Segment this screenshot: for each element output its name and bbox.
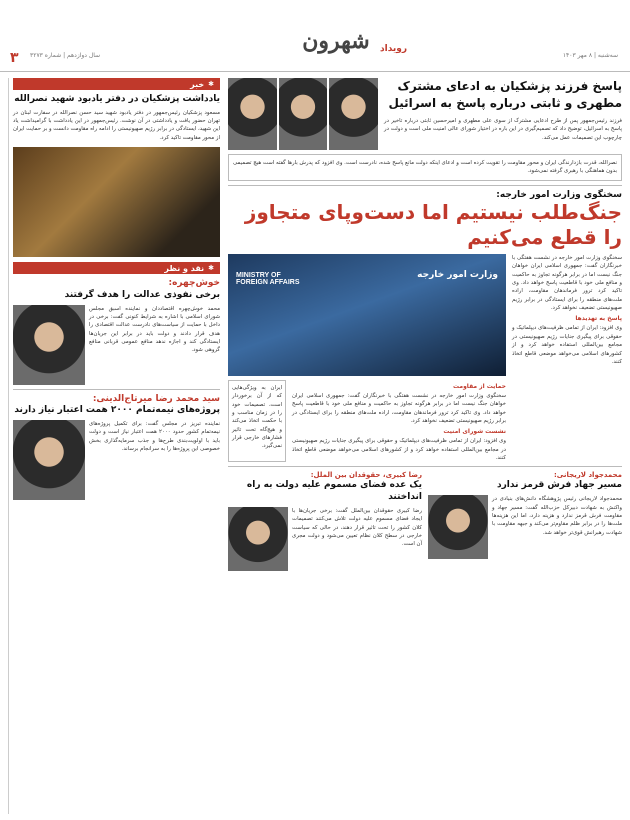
bottom2-body: رضا کبیری حقوقدان بین‌الملل گفت: برخی جریان‌ها با ایجاد فضای مسموم علیه دولت تلاش می‌کنند تصمیمات کلان کشور را تحت تاثیر قرار دهند، در حالی که سیاست خارجی در سطح کلان نظام تعیین می‌شود و دولت مجری آن است. [292, 507, 422, 548]
main-column [228, 78, 622, 814]
podium-sign-fa: وزارت امور خارجه [417, 269, 498, 280]
fm-subhead-3: نشست شورای امنیت [443, 428, 506, 436]
bottom1-headline: مسیر جهاد فرش قرمز ندارد [497, 480, 622, 491]
lead-photo-3 [228, 78, 277, 150]
fm-body-3: سخنگوی وزارت امور خارجه در نشست هفتگی با خبرنگاران گفت: جمهوری اسلامی ایران خواهان جنگ نیست اما در برابر هرگونه تجاوز به حاکمیت و منافع ملی خود با قاطعیت پاسخ خواهد داد. وی تاکید کرد ترور فرماندهان مقاومت، اراده ملت‌های منطقه را برای ایستادگی در برابر رژیم صهیونیستی تضعیف نخواهد کرد. [292, 392, 506, 424]
opinion-section-label: نقد و نظر [164, 263, 205, 273]
side-note: ایران به ویژگی‌هایی که از آن برخوردار است، تصمیمات خود را در زمان مناسب و با حکمت اتخاذ می‌کند و هیچ‌گاه تحت تاثیر فشارهای خارجی قرار نمی‌گیرد. [232, 384, 282, 450]
lead-photo-1 [329, 78, 378, 150]
fm-subhead-2: حمایت از مقاومت [453, 382, 506, 390]
op1-portrait [13, 305, 85, 385]
op1-headline: برخی نفوذی عدالت را هدف گرفتند [64, 289, 220, 300]
fm-kicker: سخنگوی وزارت امور خارجه: [496, 189, 622, 200]
bottom2-kicker: رضا کبیری، حقوقدان بین الملل: [310, 471, 422, 480]
op2-headline: پروژه‌های نیمه‌تمام ۲۰۰۰ همت اعتبار نیاز دارند [14, 405, 220, 416]
podium-sign: MINISTRY OF FOREIGN AFFAIRS [236, 271, 300, 286]
fm-subhead-1: پاسخ به تهدیدها [575, 315, 622, 323]
fm-body: سخنگوی وزارت امور خارجه در نشست هفتگی با خبرنگاران گفت: جمهوری اسلامی ایران خواهان جنگ نیست اما در برابر هرگونه تجاوز به حاکمیت و منافع ملی خود با قاطعیت پاسخ خواهد داد. وی تاکید کرد ترور فرماندهان مقاومت، اراده ملت‌های منطقه را برای ایستادگی در برابر رژیم صهیونیستی تضعیف نخواهد کرد. [512, 254, 622, 311]
op2-kicker: سید محمد رضا میرتاج‌الدینی: [92, 393, 220, 404]
bottom1-portrait [428, 495, 488, 559]
lead-continued [228, 154, 622, 181]
issue-info: سال دوازدهم | شماره ۳۲۷۳ [30, 52, 101, 59]
page-number: ۳ [10, 50, 19, 66]
masthead [0, 0, 630, 72]
divider [228, 185, 622, 186]
memorial-photo [13, 147, 220, 257]
op1-kicker: خوش‌چهره: [168, 278, 220, 289]
opinion-section-bar [13, 262, 220, 274]
publication-date: سه‌شنبه | ۸ مهر ۱۴۰۳ [562, 52, 618, 59]
divider [228, 466, 622, 467]
bottom1-kicker: محمدجواد لاریجانی: [553, 471, 622, 480]
lead-photo-2 [279, 78, 328, 150]
newspaper-logo: شهرون [302, 28, 370, 54]
fm-body-4: وی افزود: ایران از تمامی ظرفیت‌های دیپلماتیک و حقوقی برای پیگیری جنایات رژیم صهیونیستی در مجامع بین‌المللی استفاده خواهد کرد و از کشورهای اسلامی می‌خواهد موضعی قاطع اتخاذ کنند. [292, 438, 506, 461]
news-headline: یادداشت پزشکیان در دفتر یادبود شهید نصرالله [14, 94, 220, 104]
lead-body-2: نصرالله، قدرت بازدارندگی ایران و محور مقاومت را تقویت کرده است و ادعای اینکه دولت مانع پاسخ شده، نادرست است. وی افزود که پدرش بارها گفته است هیچ تصمیمی بدون هماهنگی با رهبری گرفته نمی‌شود. [233, 160, 617, 175]
divider [13, 389, 220, 390]
lead-body: فرزند رئیس‌جمهور پس از طرح ادعایی مشترک از سوی علی مطهری و امیرحسین ثابتی درباره تاخیر در پاسخ به اسرائیل، توضیح داد که تصمیم‌گیری در این باره در اختیار شورای عالی امنیت ملی است و دولت در چارچوب این تصمیمات عمل می‌کند. [384, 117, 622, 141]
fm-body-2: وی افزود: ایران از تمامی ظرفیت‌های دیپلماتیک و حقوقی برای پیگیری جنایات رژیم صهیونیستی در مجامع بین‌المللی استفاده خواهد کرد و از کشورهای اسلامی می‌خواهد موضعی قاطع اتخاذ کنند. [512, 325, 622, 365]
star-icon: ✱ [208, 264, 214, 273]
fm-headline: جنگ‌طلب نیستیم اما دست‌وپای متجاوز را قطع می‌کنیم [244, 199, 622, 249]
news-section-bar [13, 78, 220, 90]
section-name: رویداد [380, 44, 408, 54]
star-icon: ✱ [208, 80, 214, 88]
news-section-label: خبر [190, 79, 205, 89]
op2-portrait [13, 420, 85, 500]
op1-body: محمد خوش‌چهره اقتصاددان و نماینده اسبق مجلس شورای اسلامی با اشاره به شرایط کنونی گفت: برخی در داخل با حمایت از سیاست‌های نادرست عدالت اقتصادی را هدف قرار دادند و دولت باید در برابر این جریان‌ها ایستادگی کند و اجازه ندهد منافع عمومی قربانی منافع گروهی شود. [89, 305, 220, 354]
op2-body: نماینده تبریز در مجلس گفت: برای تکمیل پروژه‌های نیمه‌تمام کشور حدود ۲۰۰۰ همت اعتبار نیاز است و دولت باید با اولویت‌بندی طرح‌ها و جذب سرمایه‌گذاری بخش خصوصی این پروژه‌ها را به سرانجام برساند. [89, 420, 220, 453]
bottom2-headline: یک عده فضای مسموم علیه دولت به راه انداختند [246, 480, 422, 503]
spokesman-photo [228, 254, 506, 376]
lead-headline: پاسخ فرزند پزشکیان به ادعای مشترک مطهری و ثابتی درباره پاسخ به اسرائیل [388, 79, 622, 111]
news-body: مسعود پزشکیان رئیس‌جمهور در دفتر یادبود شهید سید حسن نصرالله در سفارت لبنان در تهران حضور یافت و یادداشتی در آن نوشت. رئیس‌جمهور در این یادداشت با گرامیداشت یاد این شهید، ایستادگی در برابر رژیم صهیونیستی را ادامه راه مقاومت دانست و بر حمایت ایران از محور مقاومت تاکید کرد. [13, 109, 220, 141]
bottom1-body: محمدجواد لاریجانی رئیس پژوهشگاه دانش‌های بنیادی در واکنش به شهادت دبیرکل حزب‌الله گفت: مسیر جهاد و مقاومت فرش قرمز ندارد و هزینه دارد، اما این هزینه‌ها ملت‌ها را در برابر ظلم مقاوم‌تر می‌کند و جبهه مقاومت با شهادت رهبرانش قوی‌تر خواهد شد. [492, 496, 622, 536]
left-column [8, 78, 220, 814]
bottom2-portrait [228, 507, 288, 571]
